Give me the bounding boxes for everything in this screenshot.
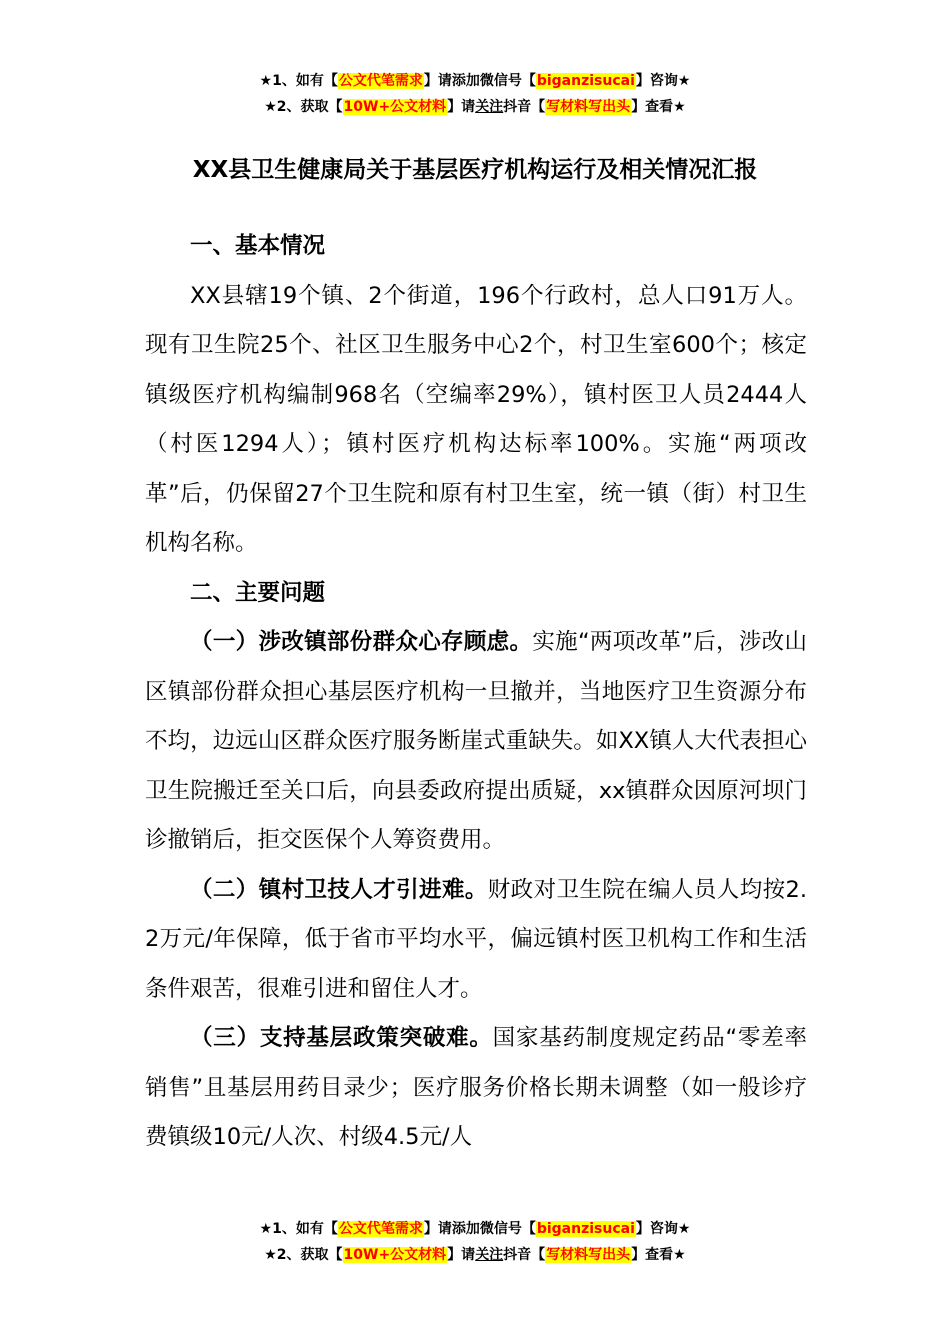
banner-highlight: 公文代笔需求 bbox=[338, 73, 423, 89]
document-title: XX县卫生健康局关于基层医疗机构运行及相关情况汇报 bbox=[192, 157, 758, 183]
section-heading-1: 一、基本情况 bbox=[190, 233, 326, 259]
banner-highlight: 10W+公文材料 bbox=[343, 99, 447, 115]
banner-highlight: 写材料写出头 bbox=[546, 99, 631, 115]
bottom-banner bbox=[0, 1216, 950, 1268]
problem-item-1 bbox=[145, 618, 807, 866]
problem-text: 国家基药制度规定药品“零差率销售”且基层用药目录少；医疗服务价格长期未调整（如一般诊疗费镇级10元/人次、村级4.5元/人 bbox=[145, 1025, 807, 1150]
section-heading-2: 二、主要问题 bbox=[190, 579, 326, 606]
problem-lead: （三）支持基层政策突破难。 bbox=[190, 1025, 493, 1051]
banner-underlined: 关注 bbox=[475, 1247, 504, 1263]
banner-highlight: 写材料写出头 bbox=[546, 1247, 631, 1263]
document-body bbox=[145, 222, 807, 1163]
banner-line-2: ★2、获取【10W+公文材料】请关注抖音【写材料写出头】查看★ bbox=[264, 1247, 686, 1263]
paragraph-basic-info: XX县辖19个镇、2个街道，196个行政村，总人口91万人。现有卫生院25个、社区卫生服务中心2个，村卫生室600个；核定镇级医疗机构编制968名（空编率29%），镇村医卫人员2444人（村医1294人）；镇村医疗机构达标率100%。实施“两项改革”后，仍保留27个卫生院和原有村卫生室，统一镇（街）村卫生机构名称。 bbox=[145, 282, 807, 556]
top-banner bbox=[0, 68, 950, 120]
banner-highlight: 公文代笔需求 bbox=[338, 1221, 423, 1237]
problem-lead: （二）镇村卫技人才引进难。 bbox=[190, 876, 488, 903]
problem-text: 实施“两项改革”后，涉改山区镇部份群众担心基层医疗机构一旦撤并，当地医疗卫生资源分布不均，边远山区群众医疗服务断崖式重缺失。如XX镇人大代表担心卫生院搬迁至关口后，向县委政府提出质疑，xx镇群众因原河坝门诊撤销后，拒交医保个人筹资费用。 bbox=[145, 629, 807, 853]
banner-line-1: ★1、如有【公文代笔需求】请添加微信号【biganzisucai】咨询★ bbox=[259, 73, 691, 89]
banner-line-1: ★1、如有【公文代笔需求】请添加微信号【biganzisucai】咨询★ bbox=[259, 1221, 691, 1237]
banner-line-2: ★2、获取【10W+公文材料】请关注抖音【写材料写出头】查看★ bbox=[264, 99, 686, 115]
problem-item-2 bbox=[145, 866, 807, 1015]
banner-underlined: 关注 bbox=[475, 99, 504, 115]
problem-text: 财政对卫生院在编人员人均按2.2万元/年保障，低于省市平均水平，偏远镇村医卫机构工作和生活条件艰苦，很难引进和留住人才。 bbox=[145, 876, 807, 1002]
problem-item-3 bbox=[145, 1014, 807, 1163]
banner-highlight: 10W+公文材料 bbox=[343, 1247, 447, 1263]
problem-lead: （一）涉改镇部份群众心存顾虑。 bbox=[190, 629, 533, 655]
banner-wechat-id: biganzisucai bbox=[536, 1221, 635, 1237]
banner-wechat-id: biganzisucai bbox=[536, 73, 635, 89]
